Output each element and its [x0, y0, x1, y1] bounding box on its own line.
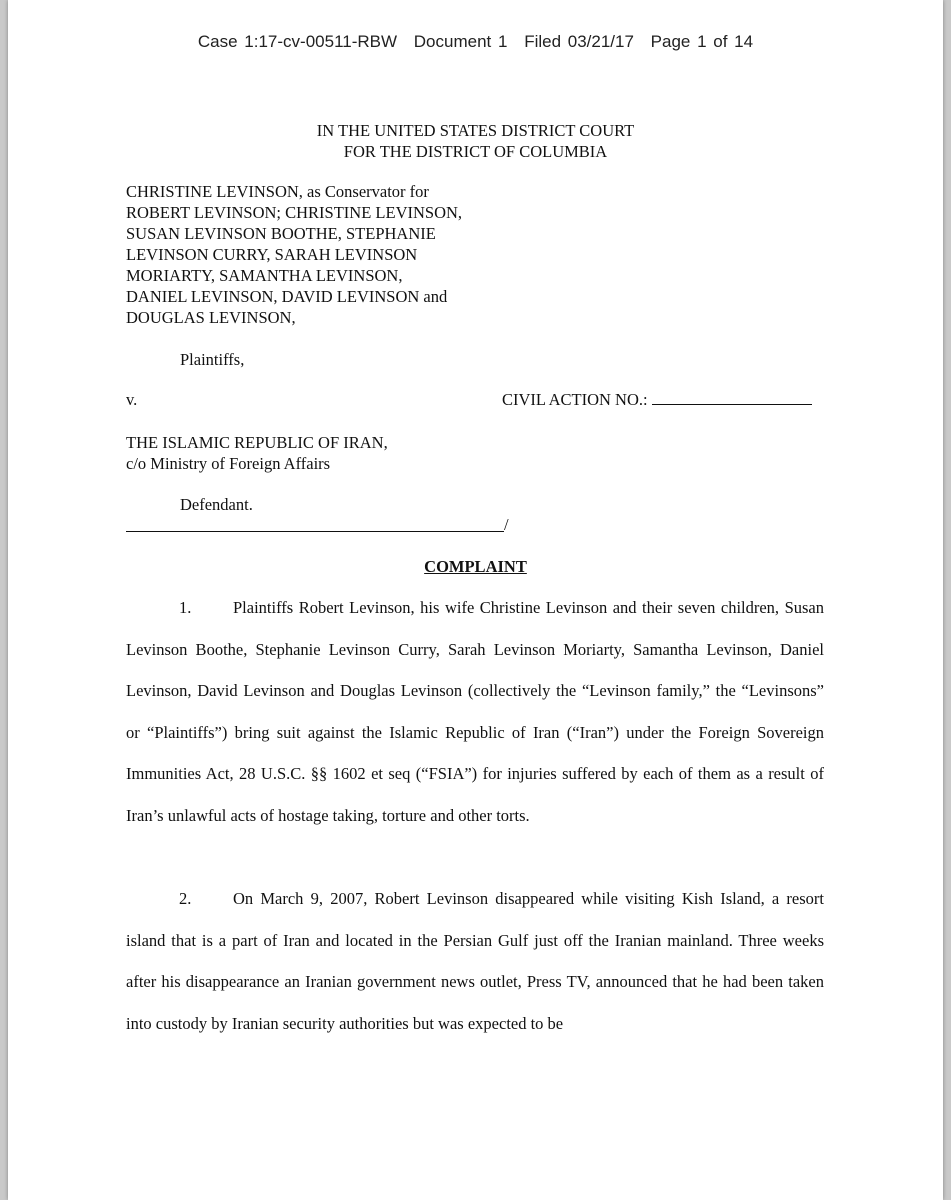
- civil-action-blank: [652, 390, 812, 405]
- caption-slash: /: [504, 515, 509, 534]
- civil-action: [502, 390, 812, 410]
- court-heading: [8, 120, 943, 162]
- defendant-label: Defendant.: [180, 495, 253, 514]
- case-number: Case 1:17-cv-00511-RBW: [197, 32, 398, 51]
- defendant-block: [126, 432, 388, 474]
- defendant-address: c/o Ministry of Foreign Affairs: [126, 454, 331, 473]
- court-line-1: IN THE UNITED STATES DISTRICT COURT: [316, 121, 635, 140]
- document-page: [8, 0, 943, 1200]
- paragraph-text: Plaintiffs Robert Levinson, his wife Christine Levinson and their seven children, Susan Levinson Boothe, Stephanie Levinson Curry, Sarah Levinson Moriarty, Samantha Levinson, Daniel Levinson, David Levinson and Douglas Levinson (collectively the “Levinson family,” the “Levinsons” or “Plaintiffs”) bring suit against the Islamic Republic of Iran (“Iran”) under the Foreign Sovereign Immunities Act, 28 U.S.C. §§ 1602 et seq (“FSIA”) for injuries suffered by each of them as a result of Iran’s unlawful acts of hostage taking, torture and other torts.: [126, 598, 824, 825]
- paragraph-text: On March 9, 2007, Robert Levinson disappeared while visiting Kish Island, a resort island that is a part of Iran and located in the Persian Gulf just off the Iranian mainland. Three weeks after his disappearance an Iranian government news outlet, Press TV, announced that he had been taken into custody by Iranian security authorities but was expected to be: [126, 889, 824, 1033]
- paragraph: [126, 878, 824, 1044]
- filing-header: [8, 32, 943, 52]
- defendant-name: THE ISLAMIC REPUBLIC OF IRAN,: [126, 433, 388, 452]
- document-number: Document 1: [413, 32, 508, 51]
- versus-label: v.: [126, 390, 138, 409]
- caption-rule: [126, 531, 504, 532]
- complaint-title: COMPLAINT: [424, 557, 527, 576]
- civil-action-label: CIVIL ACTION NO.:: [502, 390, 648, 409]
- paragraph: [126, 587, 824, 837]
- filed-date: Filed 03/21/17: [524, 32, 634, 51]
- paragraph-number: 2.: [179, 889, 192, 908]
- court-line-2: FOR THE DISTRICT OF COLUMBIA: [343, 142, 608, 161]
- paragraph-number: 1.: [179, 598, 192, 617]
- plaintiffs-label: Plaintiffs,: [180, 350, 245, 369]
- plaintiffs-names: CHRISTINE LEVINSON, as Conservator for ROBERT LEVINSON; CHRISTINE LEVINSON, SUSAN LEVINSON BOOTHE, STEPHANIE LEVINSON CURRY, SARAH LEVINSON MORIARTY, SAMANTHA LEVINSON, DANIEL LEVINSON, DAVID LEVINSON and DOUGLAS LEVINSON,: [126, 182, 463, 327]
- page-indicator: Page 1 of 14: [650, 32, 754, 51]
